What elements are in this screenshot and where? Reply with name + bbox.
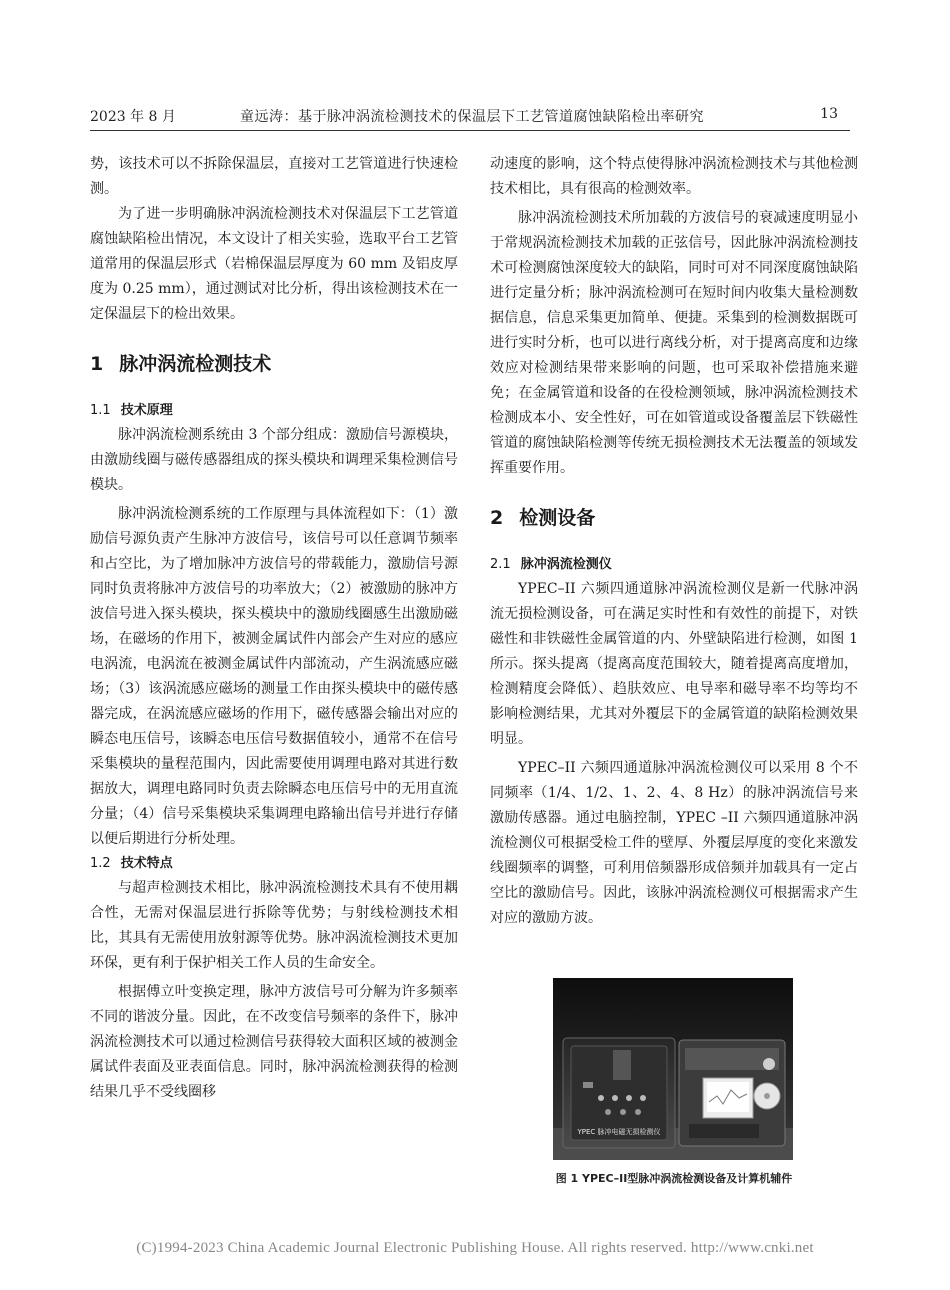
left-column — [90, 152, 458, 1105]
running-title: 童远涛：基于脉冲涡流检测技术的保温层下工艺管道腐蚀缺陷检出率研究 — [240, 109, 704, 125]
paragraph: YPEC–II 六频四通道脉冲涡流检测仪是新一代脉冲涡流无损检测设备，可在满足实时性和有效性的前提下，对铁磁性和非铁磁性金属管道的内、外壁缺陷进行检测，如图 1 所示。探头提离（提离高度范围较大，随着提离高度增加，检测精度会降低）、趋肤效应、电导率和磁导率不均等均不影响检测结果，尤其对外覆层下的金属管道的缺陷检测效果明显。 — [490, 581, 858, 747]
paragraph: 脉冲涡流检测系统由 3 个部分组成：激励信号源模块，由激励线圈与磁传感器组成的探头模块和调理采集检测信号模块。 — [90, 427, 458, 493]
subsection-number: 1.2 — [90, 856, 111, 871]
section-title: 脉冲涡流检测技术 — [119, 353, 272, 375]
subsection-title: 技术原理 — [120, 403, 173, 418]
device-illustration — [553, 978, 793, 1160]
device-photo — [553, 978, 793, 1160]
page-number: 13 — [820, 106, 838, 122]
subsection-number: 2.1 — [490, 557, 511, 572]
section-heading-1 — [90, 349, 458, 379]
running-header — [90, 104, 850, 131]
section-title: 检测设备 — [519, 507, 596, 529]
paragraph: 根据傅立叶变换定理，脉冲方波信号可分解为许多频率不同的谐波分量。因此，在不改变信号频率的条件下，脉冲涡流检测技术可以通过检测信号获得较大面积区域的被测金属试件表面及亚表面信息。同时，脉冲涡流检测获得的检测结果几乎不受线圈移 — [90, 984, 458, 1100]
copyright-footer: (C)1994-2023 China Academic Journal Electronic Publishing House. All rights reserved. http://www.cnki.net — [136, 1240, 814, 1256]
paragraph: 与超声检测技术相比，脉冲涡流检测技术具有不使用耦合性，无需对保温层进行拆除等优势；与射线检测技术相比，其具有无需使用放射源等优势。脉冲涡流检测技术更加环保，更有利于保护相关工作人员的生命安全。 — [90, 880, 458, 971]
paragraph: YPEC–II 六频四通道脉冲涡流检测仪可以采用 8 个不同频率（1/4、1/2、1、2、4、8 Hz）的脉冲涡流信号来激励传感器。通过电脑控制，YPEC –II 六频四通道脉冲涡流检测仪可根据受检工件的壁厚、外覆层厚度的变化来激发线圈频率的调整，可利用倍频器形成倍频并加载具有一定占空比的激励信号。因此，该脉冲涡流检测仪可根据需求产生对应的激励方波。 — [490, 760, 858, 926]
paragraph: 脉冲涡流检测系统的工作原理与具体流程如下：（1）激励信号源负责产生脉冲方波信号，该信号可以任意调节频率和占空比，为了增加脉冲方波信号的带载能力，激励信号源同时负责将脉冲方波信号的功率放大；（2）被激励的脉冲方波信号进入探头模块，探头模块中的激励线圈感生出激励磁场，在磁场的作用下，被测金属试件内部会产生对应的感应电涡流，电涡流在被测金属试件内部流动，产生涡流感应磁场；（3）该涡流感应磁场的测量工作由探头模块中的磁传感器完成，在涡流感应磁场的作用下，磁传感器会输出对应的瞬态电压信号，该瞬态电压信号数据值较小，通常不在信号采集模块的量程范围内，因此需要使用调理电路对其进行数据放大，调理电路同时负责去除瞬态电压信号中的无用直流分量；（4）信号采集模块采集调理电路输出信号并进行存储以便后期进行分析处理。 — [90, 506, 458, 847]
figure-caption: 图 1 YPEC–II型脉冲涡流检测设备及计算机辅件 — [555, 1172, 793, 1185]
subsection-heading-1-2 — [90, 852, 458, 876]
section-number: 2 — [490, 507, 504, 529]
paragraph: 动速度的影响，这个特点使得脉冲涡流检测技术与其他检测技术相比，具有很高的检测效率。 — [490, 156, 858, 197]
subsection-heading-2-1 — [490, 553, 858, 577]
device-label: YPEC 脉冲电磁无损检测仪 — [577, 1128, 661, 1136]
section-heading-2 — [490, 503, 858, 533]
issue-date: 2023 年 8 月 — [90, 109, 176, 125]
paragraph: 脉冲涡流检测技术所加载的方波信号的衰减速度明显小于常规涡流检测技术加载的正弦信号，因此脉冲涡流检测技术可检测腐蚀深度较大的缺陷，同时可对不同深度腐蚀缺陷进行定量分析；脉冲涡流检测可在短时间内收集大量检测数据信息，信息采集更加简单、便捷。采集到的检测数据既可进行实时分析，也可以进行离线分析，对于提离高度和边缘效应对检测结果带来影响的问题，也可采取补偿措施来避免；在金属管道和设备的在役检测领域，脉冲涡流检测技术检测成本小、安全性好，可在如管道或设备覆盖层下铁磁性管道的腐蚀缺陷检测等传统无损检测技术无法覆盖的领域发挥重要作用。 — [490, 210, 858, 476]
subsection-title: 脉冲涡流检测仪 — [520, 557, 612, 572]
section-number: 1 — [90, 353, 104, 375]
paragraph: 势，该技术可以不拆除保温层，直接对工艺管道进行快速检测。 — [90, 156, 458, 197]
paragraph: 为了进一步明确脉冲涡流检测技术对保温层下工艺管道腐蚀缺陷检出情况，本文设计了相关实验，选取平台工艺管道常用的保温层形式（岩棉保温层厚度为 60 mm 及铝皮厚度为 0.25 mm），通过测试对比分析，得出该检测技术在一定保温层下的检出效果。 — [90, 206, 458, 322]
right-column — [490, 152, 858, 931]
subsection-number: 1.1 — [90, 403, 111, 418]
subsection-heading-1-1 — [90, 399, 458, 423]
subsection-title: 技术特点 — [120, 856, 173, 871]
